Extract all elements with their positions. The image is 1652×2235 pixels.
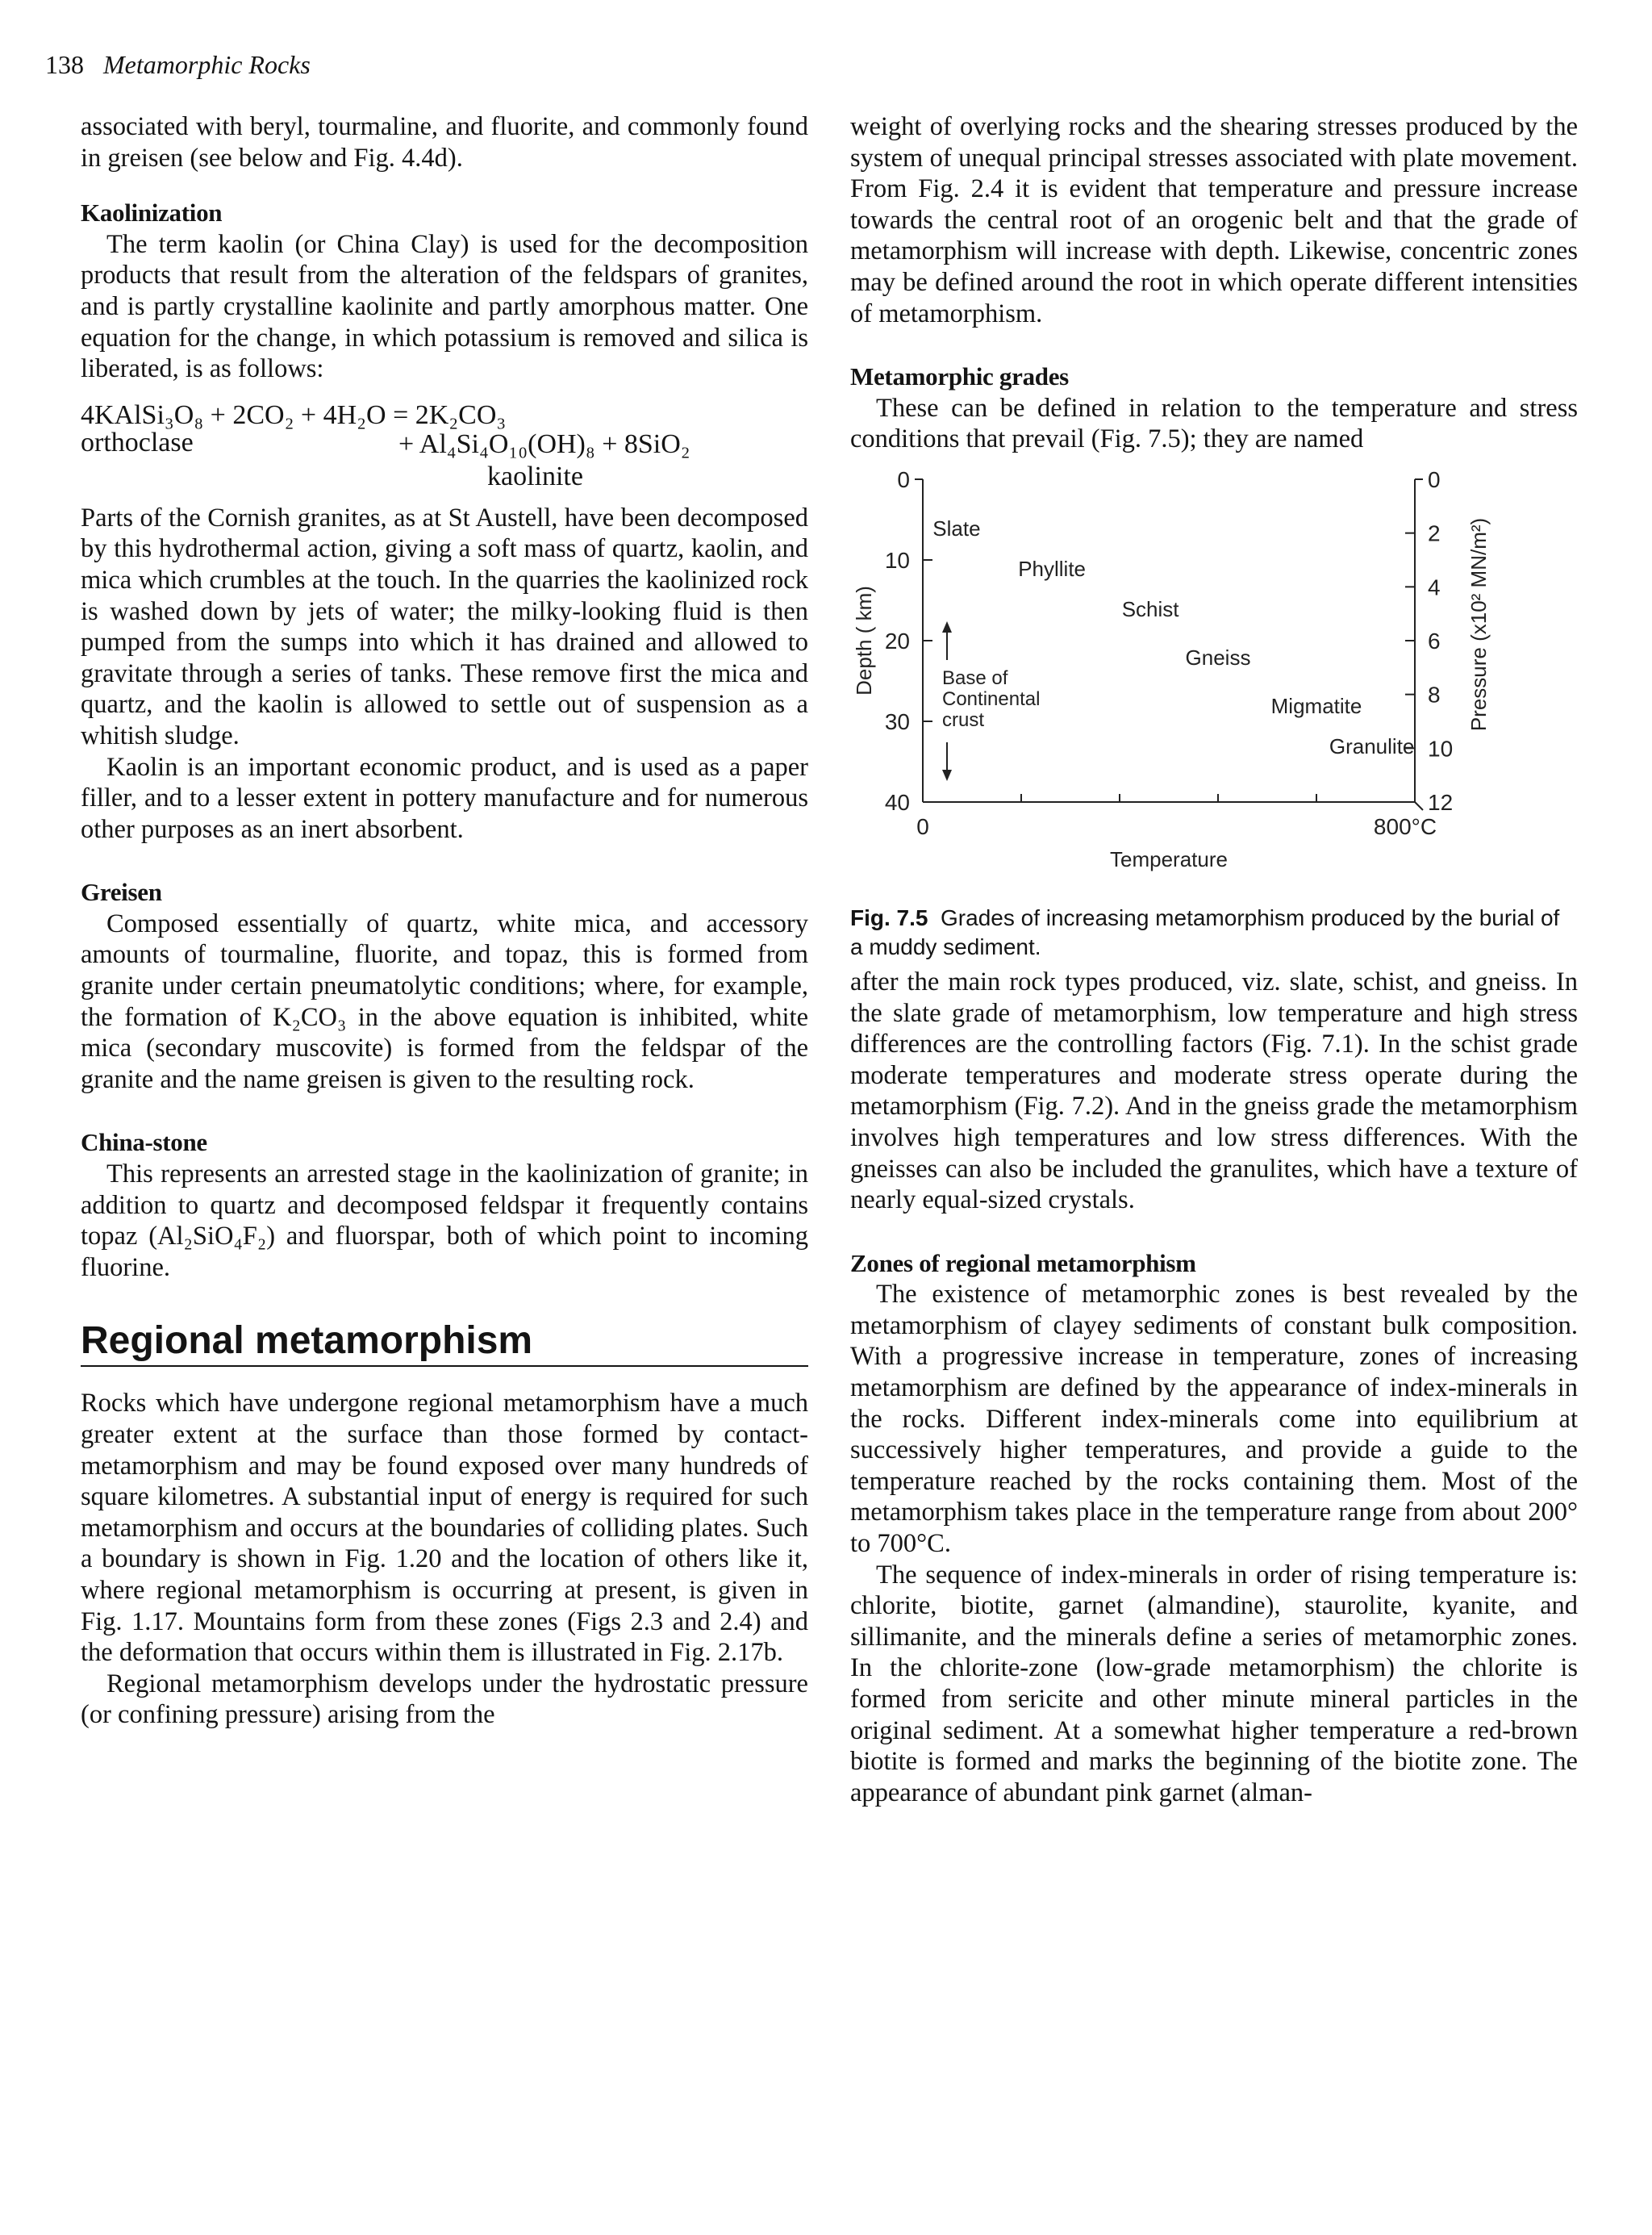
kaolinization-heading: Kaolinization bbox=[81, 198, 223, 228]
figure-caption-text: Grades of increasing metamorphism produced by the burial of a muddy sediment. bbox=[850, 904, 1560, 959]
crust-annotation-label: Continental bbox=[942, 687, 1041, 710]
y-axis-title-right: Pressure (x10² MN/m²) bbox=[1466, 517, 1491, 732]
temperature-tick-label: 800°C bbox=[1373, 813, 1437, 839]
depth-tick-label: 10 bbox=[884, 547, 910, 573]
greisen-heading: Greisen bbox=[81, 878, 162, 907]
china-stone-heading: China-stone bbox=[81, 1128, 207, 1157]
bottom-right-tick bbox=[1415, 802, 1423, 810]
pressure-tick-label: 8 bbox=[1428, 682, 1441, 708]
kaolin-equation bbox=[81, 399, 808, 503]
grade-label: Slate bbox=[932, 516, 981, 541]
metamorphic-grades-paragraph-1: These can be defined in relation to the temperature and stress conditions that prevail (Fig. 7.5); they are named bbox=[850, 393, 1578, 454]
temperature-tick-label: 0 bbox=[916, 813, 929, 839]
intro-paragraph: associated with beryl, tourmaline, and fluorite, and commonly found in greisen (see below and Fig. 4.4d). bbox=[81, 112, 808, 173]
running-head bbox=[45, 50, 311, 80]
x-axis-title: Temperature bbox=[1110, 846, 1228, 871]
equation-lhs-label: orthoclase bbox=[81, 427, 194, 457]
equation-lhs: 4KAlSi₃O₈ + 2CO₂ + 4H₂O = 2K₂CO₃ bbox=[81, 399, 507, 430]
pressure-tick-label: 6 bbox=[1428, 628, 1441, 654]
equation-rhs: + Al₄Si₄O₁₀(OH)₈ + 8SiO₂ bbox=[398, 428, 690, 459]
zones-paragraph-2: The sequence of index-minerals in order of rising temperature is: chlorite, biotite, garnet (almandine), staurolite, kyanite, and sillimanite, and the minerals define a series of metamorphic zones. In the chlorite-zone (low-grade metamorphism) the chlorite is formed from sericite and other minute mineral particles in the original sediment. At a somewhat higher temperature a red-brown biotite is formed and marks the beginning of the biotite zone. The appearance of abundant pink garnet (alman- bbox=[850, 1560, 1578, 1807]
pressure-tick-label: 0 bbox=[1428, 466, 1441, 492]
figure-label: Fig. 7.5 bbox=[850, 904, 928, 930]
crust-arrow-down-head bbox=[942, 770, 952, 781]
crust-annotation-label: Base of bbox=[942, 666, 1008, 689]
grade-label: Migmatite bbox=[1270, 693, 1362, 718]
page-number: 138 bbox=[45, 50, 84, 79]
running-title: Metamorphic Rocks bbox=[103, 50, 311, 79]
grade-label: Gneiss bbox=[1185, 645, 1251, 670]
kaolinization-paragraph-2: Parts of the Cornish granites, as at St Austell, have been decomposed by this hydrothermal action, giving a soft mass of quartz, kaolin, and mica which crumbles at the touch. In the quarries the kaolinized rock is washed down by jets of water; the milky-looking fluid is then pumped from the sumps into which it has drained and allowed to gravitate through a series of tanks. These remove first the mica and quartz, and the kaolin is allowed to settle out of suspension as a whitish sludge. bbox=[81, 503, 808, 750]
depth-tick-label: 30 bbox=[884, 708, 910, 734]
depth-tick-label: 20 bbox=[884, 628, 910, 654]
figure-caption bbox=[850, 904, 1578, 962]
grade-label: Schist bbox=[1121, 596, 1179, 621]
kaolinization-paragraph-3: Kaolin is an important economic product, and is used as a paper filler, and to a lesser extent in pottery manufacture and for numerous other purposes as an inert absorbent. bbox=[81, 752, 808, 844]
right-column bbox=[850, 111, 1578, 1808]
regional-paragraph-2: Regional metamorphism develops under the hydrostatic pressure (or confining pressure) arising from the bbox=[81, 1669, 808, 1730]
greisen-paragraph: Composed essentially of quartz, white mica, and accessory amounts of tourmaline, fluorite, and topaz, this is formed from granite under certain pneumatolytic conditions; where, for example, the formation of K₂CO₃ in the above equation is inhibited, white mica (secondary muscovite) is formed from the feldspar of the granite and the name greisen is given to the resulting rock. bbox=[81, 909, 808, 1094]
pressure-tick-label: 2 bbox=[1428, 520, 1441, 546]
kaolinization-paragraph-1: The term kaolin (or China Clay) is used for the decomposition products that result from the alteration of the feldspars of granites, and is partly crystalline kaolinite and partly amorphous matter. One equation for the change, in which potassium is removed and silica is liberated, is as follows: bbox=[81, 229, 808, 384]
grade-label: Granulite bbox=[1329, 733, 1415, 758]
depth-tick-label: 0 bbox=[897, 466, 910, 492]
metamorphic-grades-paragraph-2: after the main rock types produced, viz. slate, schist, and gneiss. In the slate grade of metamorphism, low temperature and high stress differences are the controlling factors (Fig. 7.1). In the schist grade moderate temperatures and moderate stress operate during the metamorphism (Fig. 7.2). And in the gneiss grade the metamorphism involves high temperatures and low stress differences. With the gneisses can also be included the granulites, which have a texture of nearly equal-sized crystals. bbox=[850, 967, 1578, 1215]
fig-7-5-chart bbox=[850, 455, 1578, 883]
left-column bbox=[81, 111, 808, 1731]
pressure-tick-label: 12 bbox=[1428, 789, 1454, 815]
regional-paragraph-1: Rocks which have undergone regional metamorphism have a much greater extent at the surface than those formed by contact-metamorphism and may be found exposed over many hundreds of square kilometres. A substantial input of energy is required for such metamorphism and occurs at the boundaries of colliding plates. Such a boundary is shown in Fig. 1.20 and the location of others like it, where regional metamorphism is occurring at present, is given in Fig. 1.17. Mountains form from these zones (Figs 2.3 and 2.4) and the deformation that occurs within them is illustrated in Fig. 2.17b. bbox=[81, 1389, 808, 1668]
pressure-tick-label: 4 bbox=[1428, 574, 1441, 600]
metamorphic-grades-heading: Metamorphic grades bbox=[850, 362, 1069, 391]
grade-label: Phyllite bbox=[1018, 556, 1087, 581]
figure-7-5 bbox=[850, 455, 1578, 967]
continued-paragraph: weight of overlying rocks and the shearing stresses produced by the system of unequal principal stresses associated with plate movement. From Fig. 2.4 it is evident that temperature and pressure increase towards the central root of an orogenic belt and that the grade of metamorphism will increase with depth. Likewise, concentric zones may be defined around the root in which operate different intensities of metamorphism. bbox=[850, 112, 1578, 328]
equation-rhs-label: kaolinite bbox=[487, 461, 583, 491]
regional-metamorphism-heading: Regional metamorphism bbox=[81, 1318, 808, 1367]
pressure-tick-label: 10 bbox=[1428, 736, 1454, 762]
china-stone-paragraph: This represents an arrested stage in the kaolinization of granite; in addition to quartz and decomposed feldspar it frequently contains topaz (Al₂SiO₄F₂) and fluorspar, both of which point to incoming fluorine. bbox=[81, 1159, 808, 1282]
crust-annotation-label: crust bbox=[942, 708, 985, 731]
depth-tick-label: 40 bbox=[884, 789, 910, 815]
crust-arrow-up-head bbox=[942, 621, 952, 633]
zones-heading: Zones of regional metamorphism bbox=[850, 1248, 1196, 1277]
y-axis-title: Depth ( km) bbox=[852, 586, 876, 696]
zones-paragraph-1: The existence of metamorphic zones is best revealed by the metamorphism of clayey sediments of constant bulk composition. With a progressive increase in temperature, zones of increasing metamorphism are defined by the appearance of index-minerals in the rocks. Different index-minerals come into equilibrium at successively higher temperatures, and provide a guide to the temperature reached by the rocks containing them. Most of the metamorphism takes place in the temperature range from about 200° to 700°C. bbox=[850, 1280, 1578, 1559]
